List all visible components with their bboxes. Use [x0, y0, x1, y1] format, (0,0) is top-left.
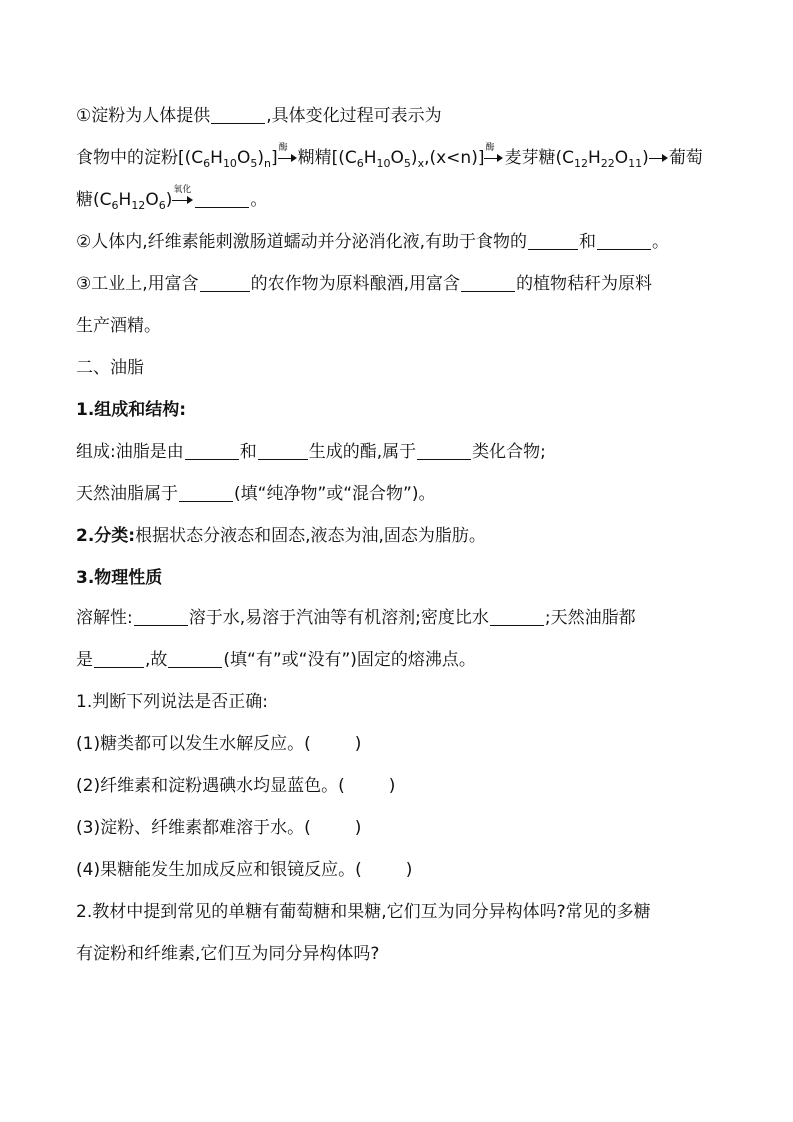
- reaction-arrow: [649, 146, 669, 170]
- question-1-item-4: (4)果糖能发生加成反应和银镜反应。( ): [76, 860, 413, 880]
- blank[interactable]: [94, 650, 144, 668]
- question-1-item-1: (1)糖类都可以发生水解反应。( ): [76, 734, 362, 754]
- line-glucose-oxidation: 糖$(C_6H_{12}O_6)$ 氧化 。: [76, 185, 268, 212]
- line-industry: ③工业上,用富含 的农作物为原料酿酒,用富含 的植物秸秆为原料: [76, 274, 653, 294]
- blank[interactable]: [528, 232, 578, 250]
- line-solubility: 溶解性: 溶于水,易溶于汽油等有机溶剂;密度比水 ;天然油脂都: [76, 608, 636, 628]
- question-1-item-3: (3)淀粉、纤维素都难溶于水。( ): [76, 818, 362, 838]
- oxidation-arrow: 氧化: [172, 188, 194, 212]
- heading-physical-properties: 3.物理性质: [76, 568, 163, 588]
- line-cellulose: ②人体内,纤维素能刺激肠道蠕动并分泌消化液,有助于食物的 和 。: [76, 232, 670, 252]
- line-natural-oils: 天然油脂属于 (填“纯净物”或“混合物”)。: [76, 484, 436, 504]
- blank[interactable]: [461, 274, 515, 292]
- question-2-line-1: 2.教材中提到常见的单糖有葡萄糖和果糖,它们互为同分异构体吗?常见的多糖: [76, 902, 651, 922]
- blank[interactable]: [258, 442, 308, 460]
- line-melting-point: 是 ,故 (填“有”或“没有”)固定的熔沸点。: [76, 650, 476, 670]
- blank[interactable]: [417, 442, 471, 460]
- enzyme-arrow: 酶: [484, 146, 504, 170]
- blank[interactable]: [211, 106, 265, 124]
- line-classification: 2.分类:根据状态分液态和固态,液态为油,固态为脂肪。: [76, 526, 486, 546]
- line-alcohol: 生产酒精。: [76, 316, 161, 336]
- blank[interactable]: [168, 650, 222, 668]
- enzyme-arrow: 酶: [278, 146, 298, 170]
- blank[interactable]: [179, 484, 233, 502]
- blank[interactable]: [195, 190, 249, 208]
- heading-composition: 1.组成和结构:: [76, 400, 187, 420]
- blank[interactable]: [134, 608, 188, 626]
- line-starch-energy: ①淀粉为人体提供 ,具体变化过程可表示为: [76, 106, 442, 126]
- section-title-oils: 二、油脂: [76, 358, 144, 378]
- blank[interactable]: [185, 442, 239, 460]
- blank[interactable]: [200, 274, 250, 292]
- question-2-line-2: 有淀粉和纤维素,它们互为同分异构体吗?: [76, 944, 380, 964]
- question-1-item-2: (2)纤维素和淀粉遇碘水均显蓝色。( ): [76, 776, 396, 796]
- line-composition: 组成:油脂是由 和 生成的酯,属于 类化合物;: [76, 442, 546, 462]
- question-1: 1.判断下列说法是否正确:: [76, 692, 268, 712]
- blank[interactable]: [490, 608, 544, 626]
- blank[interactable]: [597, 232, 651, 250]
- line-starch-equation: 食物中的淀粉$[(C_6H_{10}O_5)_n]$ 酶 糊精$[(C_6H_{10}O_5)_x,(x<n)]$ 酶 麦芽糖$(C_{12}H_{22}O_{11})$ 葡萄: [76, 143, 703, 170]
